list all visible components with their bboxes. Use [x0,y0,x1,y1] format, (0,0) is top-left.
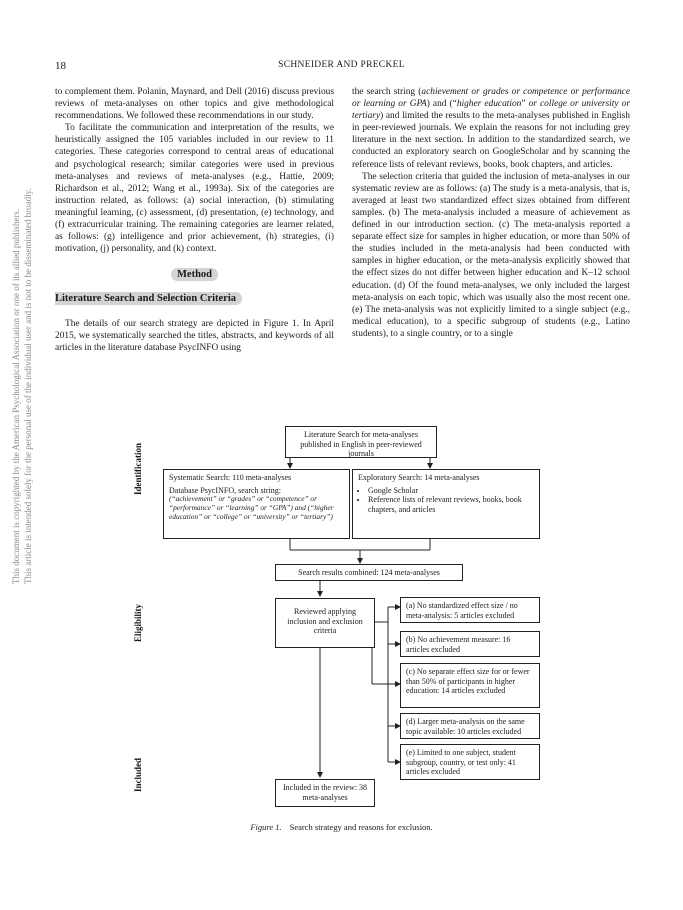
exploratory-source-item: • Google Scholar [368,486,534,496]
running-title: SCHNEIDER AND PRECKEL [278,60,405,70]
sidebar-line-2: This article is intended solely for the personal use of the individual user and is not to be disseminated broadly. [23,188,33,584]
paragraph: The selection criteria that guided the inclusion of meta-analyses in our systematic review are as follows: (a) The study is a meta-analysis, that is, averaged at least two standardized effect sizes obtained from different samples. (b) The meta-analysis included a measure of achievement as defined in our introduction section. (c) The meta-analysis reported a separate effect size for samples in higher education, or more than 50% of the studies included in the meta-analysis had been conducted with samples in higher education, or the meta-analysis explicitly showed that the effect sizes do not differ between higher education and K–12 school education. (d) Of the found meta-analyses, we only included the largest meta-analysis on each topic, which was usually also the most recent one. (e) The meta-analysis was not explicitly limited to a single subject (e.g., medical education), to a specific subgroup of students (e.g., Latino students), to a single country, or to a single [352,171,630,339]
section-heading-text: Method [171,268,218,281]
included-box: Included in the review: 38 meta-analyses [275,779,375,807]
systematic-search-terms: (“achievement” or “grades” or “competence” or “performance” or “learning” or “GPA”) and (“higher education” or “college” or “university” or “tertiary”) [169,494,334,521]
exclusion-box-c: (c) No separate effect size for or fewer than 50% of participants in higher education: 14 articles excluded [400,663,540,708]
figure-caption [0,822,683,832]
caption-text: Search strategy and reasons for exclusion. [289,822,433,832]
left-column [55,86,334,354]
page-number: 18 [55,60,66,72]
exploratory-search-title: Exploratory Search: 14 meta-analyses [358,473,480,482]
section-heading [55,269,334,281]
paragraph: To facilitate the communication and interpretation of the results, we heuristically assigned the 105 variables included in our review to 11 categories. These categories correspond to central areas of educational and psychological research; similar categories were used in previous meta-analyses and reviews of meta-analyses (e.g., Hattie, 2009; Richardson et al., 2012; Wang et al., 1993a). Six of the categories are instruction related, as follows: (a) social interaction, (b) stimulating meaningful learning, (c) assessment, (d) presentation, (e) technology, and (f) extracurricular training. The remaining categories are learner related, as follows: (g) intelligence and prior achievement, (h) strategies, (i) motivation, (j) personality, and (k) context. [55,123,334,255]
phase-label-eligibility: Eligibility [133,604,143,643]
paragraph: The details of our search strategy are depicted in Figure 1. In April 2015, we systematically searched the titles, abstracts, and keywords of all articles in the literature database PsycINFO using [55,318,334,353]
exclusion-box-d: (d) Larger meta-analysis on the same topic available: 10 articles excluded [400,713,540,739]
exclusion-box-b: (b) No achievement measure: 16 articles excluded [400,631,540,657]
italic-run: higher education [456,99,522,110]
exploratory-sources-list [358,486,534,515]
sidebar-line-1: This document is copyrighted by the American Psychological Association or one of its allied publishers. [11,208,21,584]
systematic-search-title: Systematic Search: 110 meta-analyses [169,473,292,482]
exploratory-search-box [352,469,540,539]
exclusion-box-a: (a) No standardized effect size / no meta-analysis: 5 articles excluded [400,597,540,623]
subsection-heading-text: Literature Search and Selection Criteria [55,292,242,305]
exploratory-source-item: • Reference lists of relevant reviews, books, book chapters, and articles [368,495,534,514]
subsection-heading [55,293,334,305]
text-run: the search string ( [352,87,422,97]
italic-run: achievement or grades or competence or performance or learning or GPA [352,87,630,110]
systematic-search-source: Database PsycINFO, search string: [169,485,281,495]
phase-label-identification: Identification [133,443,143,496]
text-run: ” [521,99,529,110]
copyright-sidebar [10,188,34,584]
exclusion-box-e: (e) Limited to one subject, student subgroup, country, or test only: 41 articles excluded [400,744,540,780]
systematic-search-box [163,469,350,539]
paragraph: to complement them. Polanin, Maynard, and Dell (2016) discuss previous reviews of meta-analyses on other topics and give methodological recommendations. We followed these recommendations in our study. [55,87,334,122]
text-run: ) and limited the results to the meta-analyses published in English in peer-reviewed journals. We explain the reasons for not including grey literature in the next section. In addition to the standardized search, we conducted an exploratory search on GoogleScholar and by scanning the reference lists of relevant reviews, books, book chapters, and articles. [352,111,630,170]
italic-run: or college or university or tertiary [352,99,630,122]
right-column [352,86,630,340]
figure-1-flow-diagram [130,422,560,817]
caption-label: Figure 1. [250,822,282,832]
combined-results-box: Search results combined: 124 meta-analyses [275,564,463,581]
phase-label-included: Included [133,758,143,793]
search-scope-box: Literature Search for meta-analyses published in English in peer-reviewed journals [285,426,437,458]
screening-box: Reviewed applying inclusion and exclusion criteria [275,598,375,648]
text-run: ) and (“ [426,99,457,110]
paragraph [352,86,630,171]
